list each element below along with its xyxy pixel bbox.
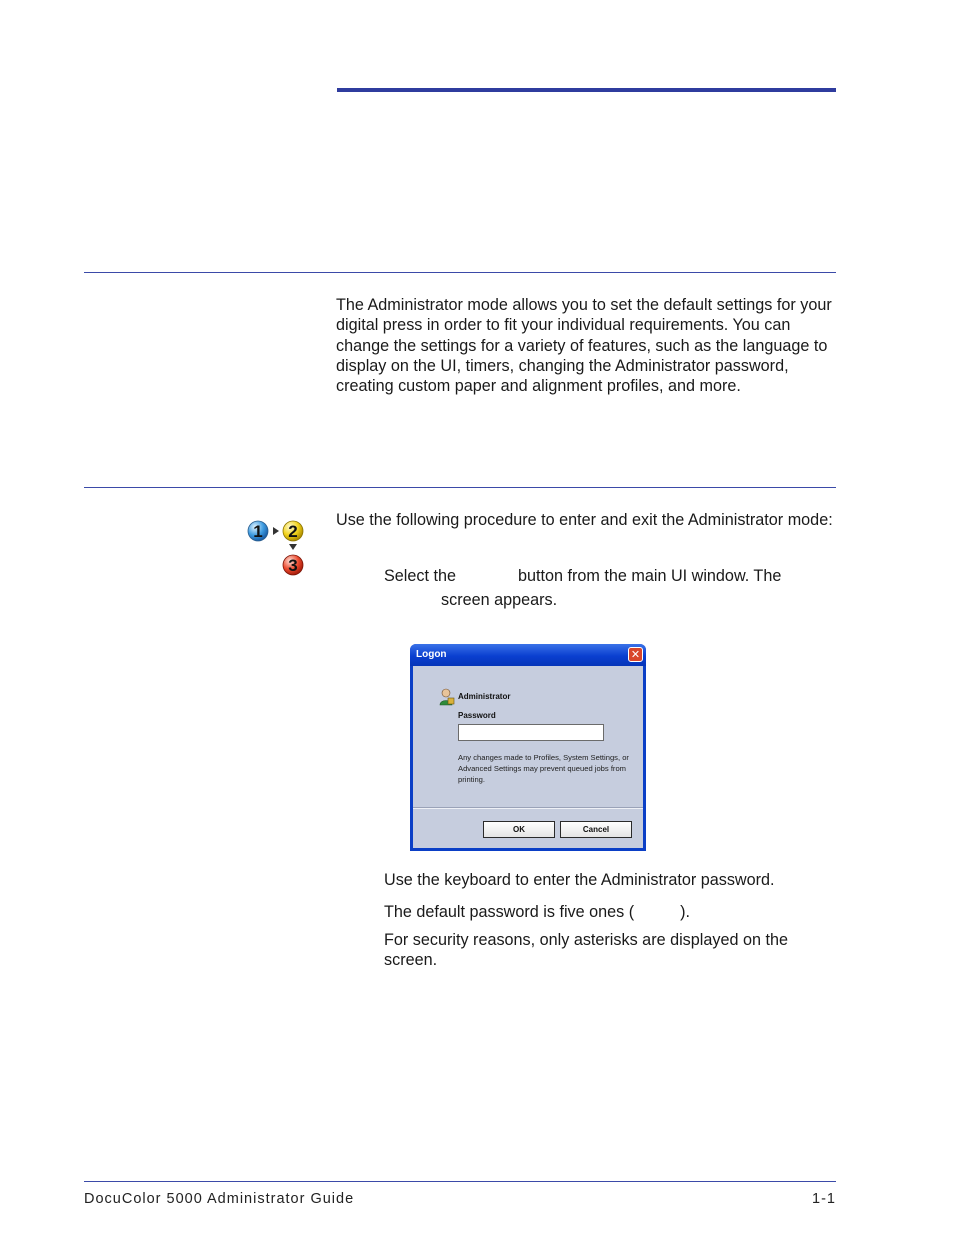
step-2-security-note: For security reasons, only asterisks are displayed on the screen. — [384, 931, 788, 970]
user-label: Administrator — [458, 692, 511, 701]
step-number-2: 2 — [288, 522, 298, 541]
logon-dialog-titlebar — [410, 644, 646, 666]
numbered-steps-icon — [246, 516, 308, 578]
section-divider-procedure — [84, 487, 836, 488]
password-input[interactable] — [458, 724, 604, 741]
logon-dialog-body — [413, 666, 643, 848]
footer-rule — [84, 1181, 836, 1182]
step-1-line-1 — [384, 566, 836, 586]
logon-dialog — [410, 644, 646, 851]
default-password-text-a: The default password is five ones ( — [384, 903, 635, 921]
warning-note: Any changes made to Profiles, System Settings, or Advanced Settings may prevent queued jobs from printing. — [458, 753, 629, 784]
overview-paragraph: The Administrator mode allows you to set the default settings for your digital press in order to fit your individual requirements. You can change the settings for a variety of features, such as the language to display on the UI, timers, changing the Administrator password, creating custom paper and alignment profiles, and more. — [336, 296, 832, 396]
default-password-text-b: ). — [680, 903, 691, 921]
dialog-separator-highlight — [413, 808, 643, 809]
step-number-1: 1 — [253, 522, 263, 541]
ok-button[interactable]: OK — [483, 821, 555, 838]
step-1-text-b: button from the main UI window. The — [518, 567, 782, 585]
step-2-default-password — [384, 902, 836, 922]
chapter-top-rule — [337, 88, 836, 92]
procedure-intro: Use the following procedure to enter and exit the Administrator mode: — [336, 511, 833, 529]
password-label: Password — [458, 711, 496, 720]
footer-title: DocuColor 5000 Administrator Guide — [84, 1191, 355, 1207]
cancel-button[interactable]: Cancel — [560, 821, 632, 838]
user-lock-icon — [439, 688, 455, 706]
close-icon[interactable]: ✕ — [628, 647, 643, 662]
step-2-text: Use the keyboard to enter the Administrator password. — [384, 871, 775, 889]
page-number: 1-1 — [812, 1191, 836, 1207]
logon-dialog-title: Logon — [416, 649, 447, 660]
step-number-3: 3 — [288, 556, 298, 575]
section-divider-overview — [84, 272, 836, 273]
step-1-line-2: screen appears. — [441, 591, 558, 609]
step-1-text-a: Select the — [384, 567, 456, 585]
